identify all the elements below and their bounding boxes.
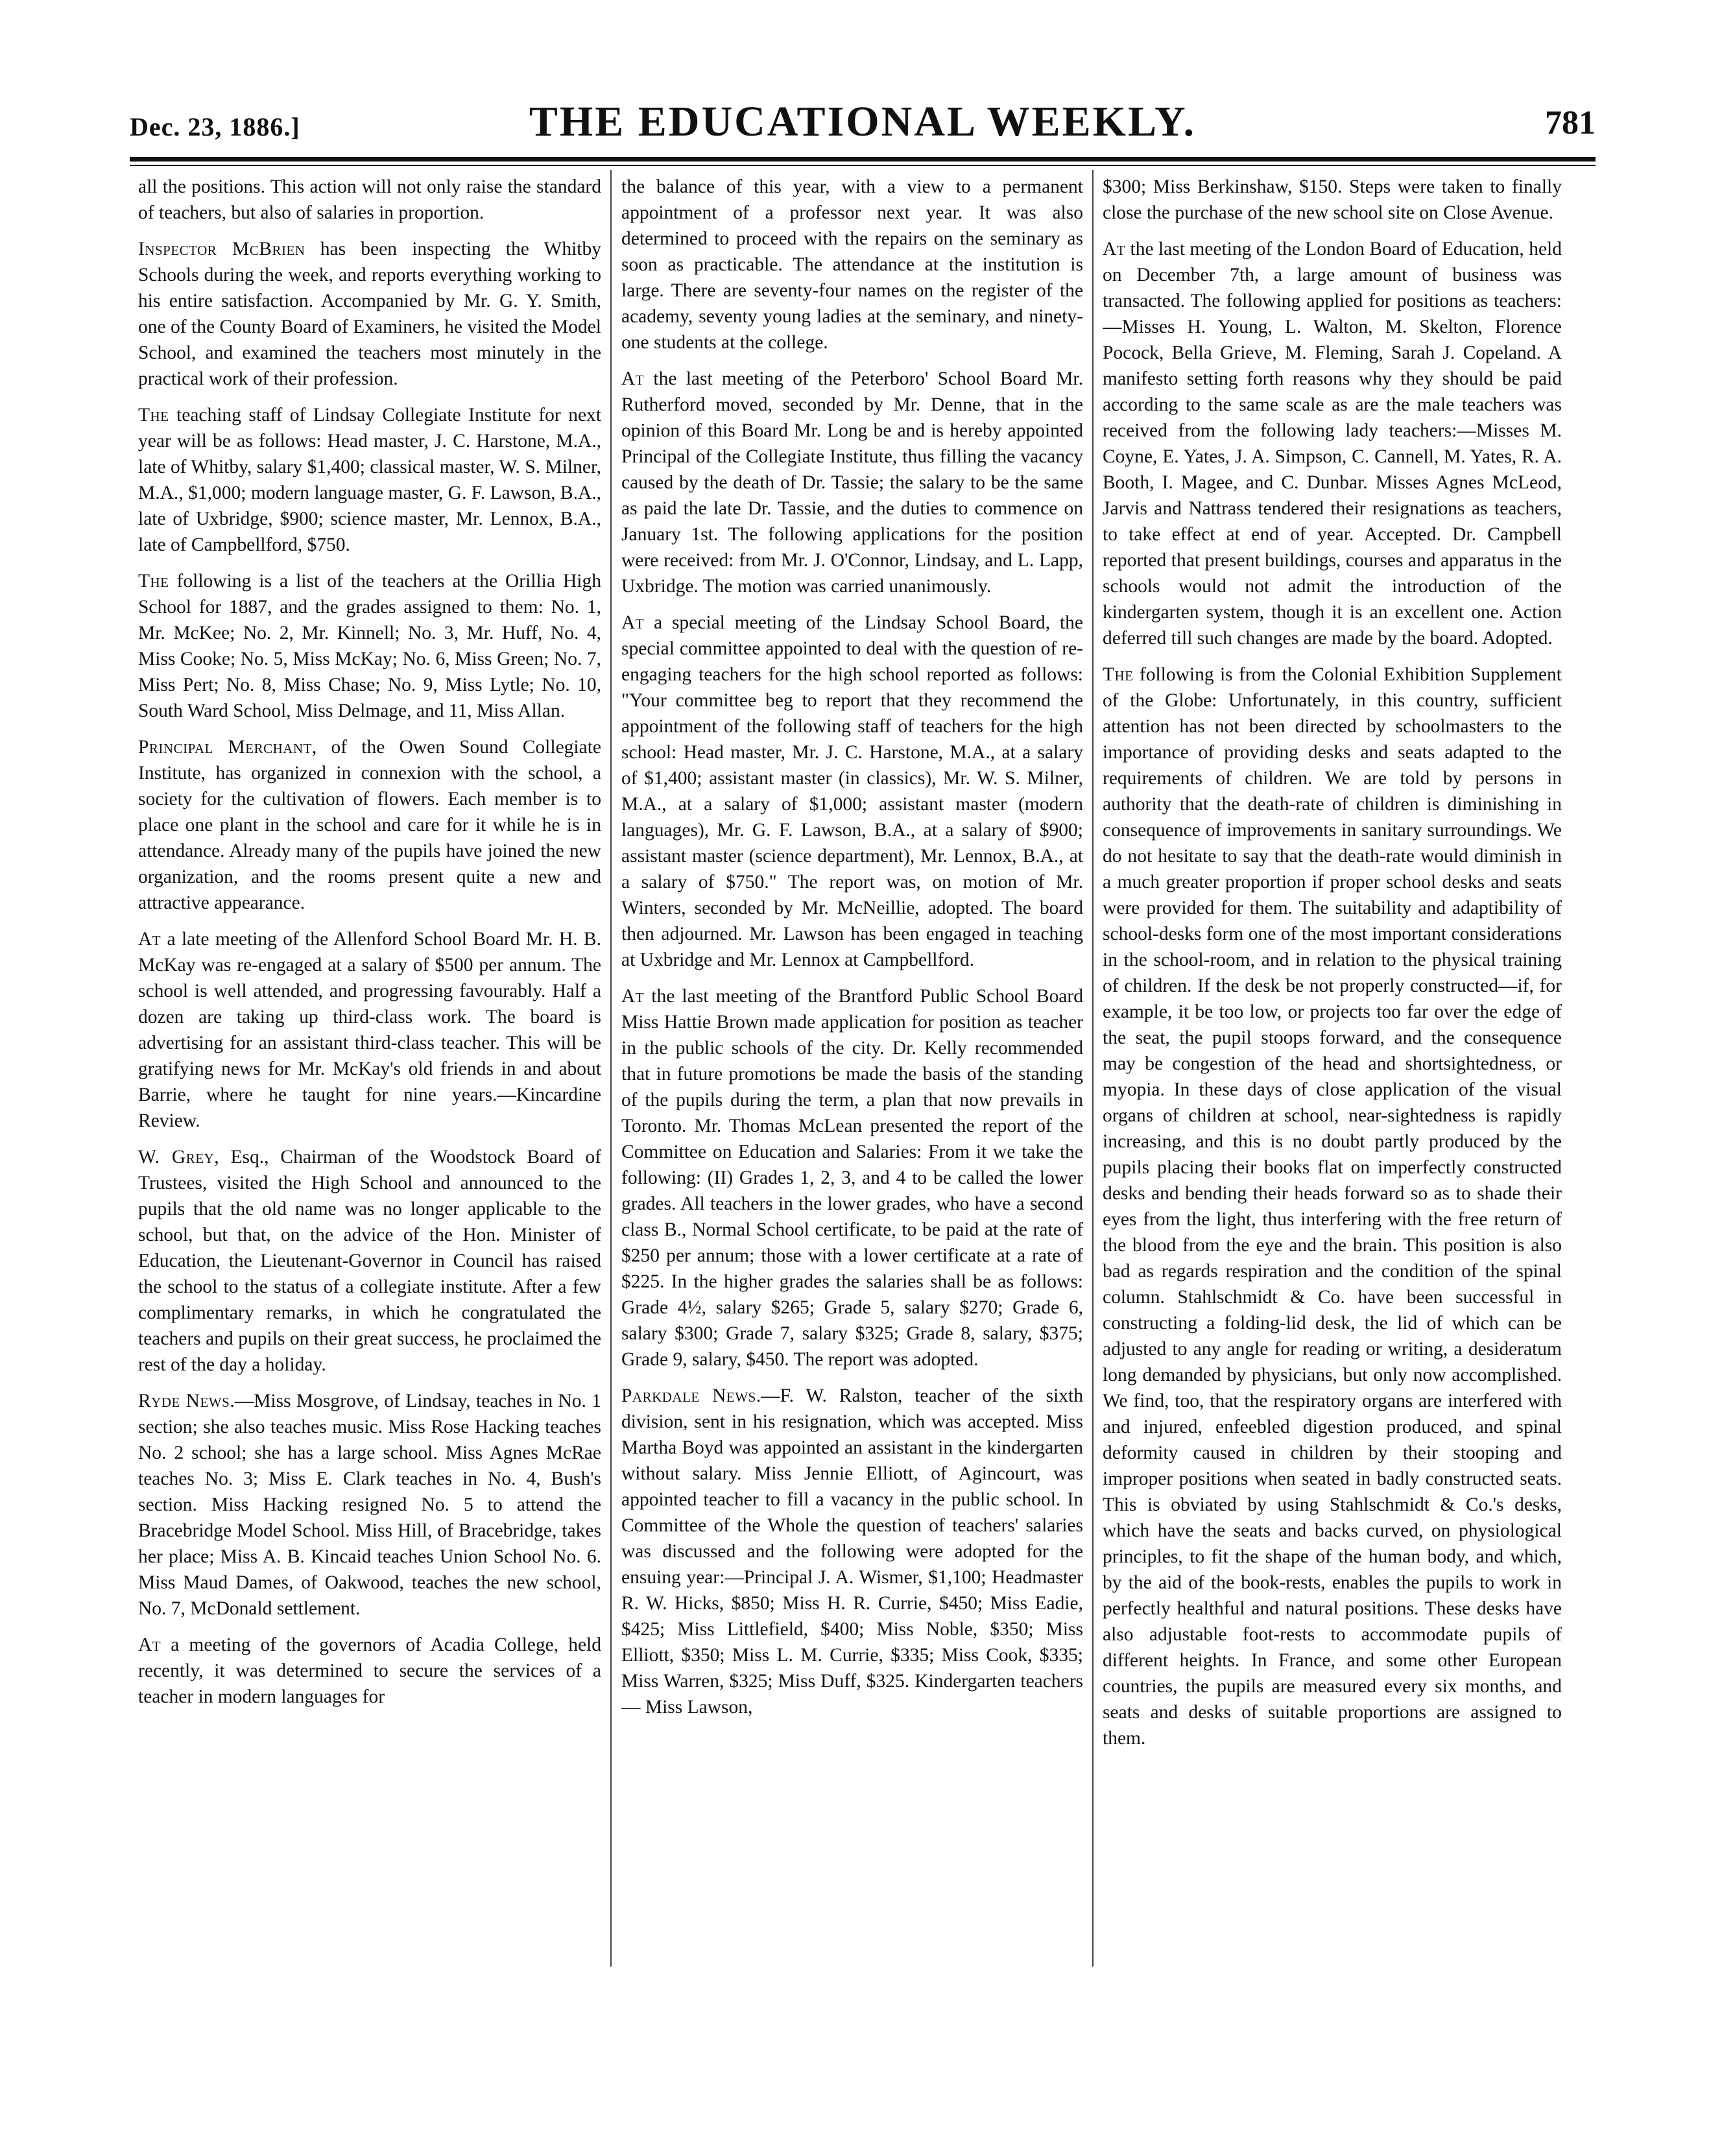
paragraph-lead: W. Grey (138, 1147, 215, 1168)
paragraph-text: all the positions. This action will not only raise the standard of teachers, but also of salaries in proportion. (138, 176, 601, 223)
paragraph-text: .—Miss Mosgrove, of Lindsay, teaches in No. 1 section; she also teaches music. Miss Rose Hacking teaches No. 2 school; she has a large school. Miss Agnes McRae teaches No. 3; Miss E. Clark teaches in No. 4, Bush's section. Miss Hacking resigned No. 5 to attend the Bracebridge Model School. Miss Hill, of Bracebridge, takes her place; Miss A. B. Kincaid teaches Union School No. 6. Miss Maud Dames, of Oakwood, teaches the new school, No. 7, McDonald settlement. (138, 1391, 601, 1619)
text-column-1 (138, 174, 601, 1964)
paragraph-lead: The (138, 571, 169, 592)
paragraph-lead: At (621, 986, 645, 1007)
paragraph-text: the last meeting of the London Board of Education, held on December 7th, a large amount of business was transacted. The following applied for positions as teachers:—Misses H. Young, L. Walton, M. Skelton, Florence Pocock, Bella Grieve, M. Fleming, Sarah J. Copeland. A manifesto setting forth reasons why they should be paid according to the same scale as are the male teachers was received from the following lady teachers:—Misses M. Coyne, E. Yates, J. A. Simpson, C. Cannell, M. Yates, R. A. Booth, I. Magee, and C. Dunbar. Misses Agnes McLeod, Jarvis and Nattrass tendered their resignations as teachers, to take effect at end of year. Accepted. Dr. Campbell reported that present buildings, courses and apparatus in the schools would not admit the introduction of the kindergarten system, though it is an excellent one. Action deferred till such changes are made by the board. Adopted. (1103, 239, 1562, 649)
paragraph-lead: The (1103, 664, 1134, 685)
paragraph-text: the balance of this year, with a view to a permanent appointment of a professor next year. It was also determined to proceed with the repairs on the seminary as soon as practicable. The attendance at the institution is large. There are seventy-four names on the register of the academy, seventy young ladies at the seminary, and ninety-one students at the college. (621, 176, 1083, 353)
paragraph-text: $300; Miss Berkinshaw, $150. Steps were taken to finally close the purchase of the new school site on Close Avenue. (1103, 176, 1562, 223)
paragraph-lead: At (138, 929, 161, 950)
article-paragraph (621, 610, 1083, 973)
page-header (130, 97, 1596, 149)
article-paragraph (138, 236, 601, 392)
text-column-2 (621, 174, 1083, 1964)
article-paragraph (138, 926, 601, 1134)
paragraph-text: following is from the Colonial Exhibition Supplement of the Globe: Unfortunately, in this country, sufficient attention has not been directed by schoolmasters to the importance of providing desks and seats adapted to the requirements of children. We are told by persons in authority that the death-rate of children is diminishing in consequence of improvements in sanitary surroundings. We do not hesitate to say that the death-rate would diminish in a much greater proportion if proper school desks and seats were provided for them. The suitability and adaptibility of school-desks form one of the most important considerations in the school-room, and in relation to the physical training of children. If the desk be not properly constructed—if, for example, it be too low, or projects too far over the edge of the seat, the pupil stoops forward, and the consequence may be congestion of the head and shortsightedness, or myopia. In these days of close application of the visual organs of children at school, near-sightedness is rapidly increasing, and this is no doubt partly produced by the pupils placing their books flat on imperfectly constructed desks and bending their heads forward so as to shade their eyes from the light, thus interfering with the free return of the blood from the eye and the brain. This position is also bad as regards respiration and the condition of the spinal column. Stahlschmidt & Co. have been successful in constructing a folding-lid desk, the lid of which can be adjusted to any angle for reading or writing, a desideratum long demanded by physicians, but only now accomplished. We find, too, that the respiratory organs are interfered with and injured, enfeebled digestion produced, and spinal deformity caused in children by their stooping and improper positions when seated in badly constructed seats. This is obviated by using Stahlschmidt & Co.'s desks, which have the seats and backs curved, on physiological principles, to fit the shape of the human body, and which, by the aid of the book-rests, enables the pupils to work in perfectly healthful and natural positions. These desks have also adjustable foot-rests to accommodate pupils of different heights. In France, and some other European countries, the pupils are measured every six months, and seats and desks of suitable proportions are assigned to them. (1103, 664, 1562, 1749)
paragraph-lead: At (1103, 239, 1126, 259)
paragraph-text: the last meeting of the Brantford Public School Board Miss Hattie Brown made application for position as teacher in the public schools of the city. Dr. Kelly recommended that in future promotions be made the basis of the standing of the pupils during the term, a plan that now prevails in Toronto. Mr. Thomas McLean presented the report of the Committee on Education and Salaries: From it we take the following: (II) Grades 1, 2, 3, and 4 to be called the lower grades. All teachers in the lower grades, who have a second class B., Normal School certificate, to be paid at the rate of $250 per annum; those with a lower certificate at a rate of $225. In the higher grades the salaries shall be as follows: Grade 4½, salary $265; Grade 5, salary $270; Grade 6, salary $300; Grade 7, salary $325; Grade 8, salary, $375; Grade 9, salary, $450. The report was adopted. (621, 986, 1083, 1370)
column-divider (1092, 170, 1094, 1967)
paragraph-lead: At (621, 612, 645, 633)
paragraph-lead: Parkdale News (621, 1385, 756, 1406)
article-paragraph (138, 174, 601, 226)
article-paragraph (138, 1388, 601, 1622)
masthead-title: THE EDUCATIONAL WEEKLY. (529, 98, 1197, 145)
paragraph-text: teaching staff of Lindsay Collegiate Institute for next year will be as follows: Head master, J. C. Harstone, M.A., late of Whitby, salary $1,400; classical master, W. S. Milner, M.A., $1,000; modern language master, G. F. Lawson, B.A., late of Uxbridge, $900; science master, Mr. Lennox, B.A., late of Campbellford, $750. (138, 405, 601, 555)
paragraph-lead: Ryde News (138, 1391, 230, 1411)
paragraph-lead: At (138, 1635, 161, 1655)
header-rule-thick (130, 157, 1596, 162)
article-paragraph (138, 402, 601, 558)
article-paragraph (138, 1632, 601, 1710)
text-column-3 (1103, 174, 1562, 1964)
header-date: Dec. 23, 1886.] (130, 112, 300, 141)
article-paragraph (1103, 236, 1562, 651)
paragraph-text: a meeting of the governors of Acadia College, held recently, it was determined to secure the services of a teacher in modern languages for (138, 1635, 601, 1707)
article-paragraph (138, 1144, 601, 1378)
paragraph-text: following is a list of the teachers at the Orillia High School for 1887, and the grades assigned to them: No. 1, Mr. McKee; No. 2, Mr. Kinnell; No. 3, Mr. Huff, No. 4, Miss Cooke; No. 5, Miss McKay; No. 6, Miss Green; No. 7, Miss Pert; No. 8, Miss Chase; No. 9, Miss Lytle; No. 10, South Ward School, Miss Delmage, and 11, Miss Allan. (138, 571, 601, 721)
paragraph-lead: Inspector McBrien (138, 239, 305, 259)
paragraph-lead: At (621, 368, 645, 389)
paragraph-text: a late meeting of the Allenford School Board Mr. H. B. McKay was re-engaged at a salary of $500 per annum. The school is well attended, and progressing favourably. Half a dozen are taking up third-class work. The board is advertising for an assistant third-class teacher. This will be gratifying news for Mr. McKay's old friends in and about Barrie, where he taught for nine years.—Kincardine Review. (138, 929, 601, 1131)
article-paragraph (621, 1383, 1083, 1720)
paragraph-lead: Principal Merchant (138, 737, 312, 758)
paragraph-lead: The (138, 405, 169, 425)
paragraph-text: , of the Owen Sound Collegiate Institute, has organized in connexion with the school, a society for the cultivation of flowers. Each member is to place one plant in the school and care for it while he is in attendance. Already many of the pupils have joined the new organization, and the rooms present quite a new and attractive appearance. (138, 737, 601, 913)
article-paragraph (138, 568, 601, 724)
article-paragraph (621, 983, 1083, 1372)
header-rule-thin (130, 165, 1596, 166)
article-paragraph (1103, 174, 1562, 226)
paragraph-text: , Esq., Chairman of the Woodstock Board of Trustees, visited the High School and announced to the pupils that the old name was no longer applicable to the school, but that, on the advice of the Hon. Minister of Education, the Lieutenant-Governor in Council has raised the school to the status of a collegiate institute. After a few complimentary remarks, in which he congratulated the teachers and pupils on their great success, he proclaimed the rest of the day a holiday. (138, 1147, 601, 1375)
paragraph-text: .—F. W. Ralston, teacher of the sixth division, sent in his resignation, which was accepted. Miss Martha Boyd was appointed an assistant in the kindergarten without salary. Miss Jennie Elliott, of Agincourt, was appointed teacher to fill a vacancy in the public school. In Committee of the Whole the question of teachers' salaries was discussed and the following were adopted for the ensuing year:—Principal J. A. Wismer, $1,100; Headmaster R. W. Hicks, $850; Miss H. R. Currie, $450; Miss Eadie, $425; Miss Littlefield, $400; Miss Noble, $350; Miss Elliott, $350; Miss L. M. Currie, $335; Miss Cook, $335; Miss Warren, $325; Miss Duff, $325. Kindergarten teachers — Miss Lawson, (621, 1385, 1083, 1718)
page-number: 781 (1545, 104, 1596, 141)
article-paragraph (621, 174, 1083, 355)
article-paragraph (621, 366, 1083, 599)
paragraph-text: a special meeting of the Lindsay School Board, the special committee appointed to deal with the question of re-engaging teachers for the high school reported as follows: "Your committee beg to report that they recommend the appointment of the following staff of teachers for the high school: Head master, Mr. J. C. Harstone, M.A., at a salary of $1,400; assistant master (in classics), Mr. W. S. Milner, M.A., at a salary of $1,000; assistant master (modern languages), Mr. G. F. Lawson, B.A., at a salary of $900; assistant master (science department), Mr. Lennox, B.A., at a salary of $750." The report was, on motion of Mr. Winters, seconded by Mr. McNeillie, adopted. The board then adjourned. Mr. Lawson has been engaged in teaching at Uxbridge and Mr. Lennox at Campbellford. (621, 612, 1083, 970)
article-paragraph (138, 734, 601, 916)
column-divider (610, 170, 612, 1967)
paragraph-text: the last meeting of the Peterboro' School Board Mr. Rutherford moved, seconded by Mr. Denne, that in the opinion of this Board Mr. Long be and is hereby appointed Principal of the Collegiate Institute, thus filling the vacancy caused by the death of Dr. Tassie; the salary to be the same as paid the late Dr. Tassie, and the duties to commence on January 1st. The following applications for the position were received: from Mr. J. O'Connor, Lindsay, and L. Lapp, Uxbridge. The motion was carried unanimously. (621, 368, 1083, 597)
paragraph-text: has been inspecting the Whitby Schools during the week, and reports everything working to his entire satisfaction. Accompanied by Mr. G. Y. Smith, one of the County Board of Examiners, he visited the Model School, and examined the teachers most minutely in the practical work of their profession. (138, 239, 601, 389)
article-paragraph (1103, 662, 1562, 1751)
